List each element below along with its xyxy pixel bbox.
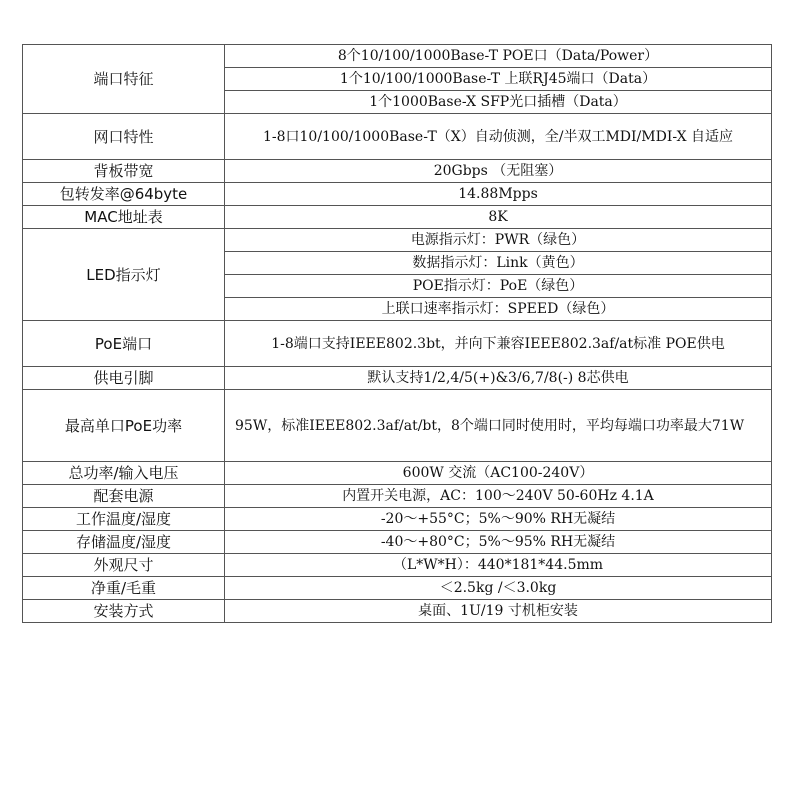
spec-row-port-properties (23, 114, 772, 160)
spec-value: 20Gbps （无阻塞） (225, 160, 772, 183)
spec-value: 1个1000Base-X SFP光口插槽（Data） (225, 91, 772, 114)
spec-row-port-features (23, 45, 772, 68)
spec-value: 默认支持1/2,4/5(+)&3/6,7/8(-) 8芯供电 (225, 367, 772, 390)
spec-row-installation (23, 600, 772, 623)
spec-row-backplane (23, 160, 772, 183)
spec-row-dimensions (23, 554, 772, 577)
spec-value: 1-8端口支持IEEE802.3bt，并向下兼容IEEE802.3af/at标准 POE供电 (225, 321, 772, 367)
spec-row-mac-table (23, 206, 772, 229)
spec-row-led (23, 229, 772, 252)
spec-label: 外观尺寸 (23, 554, 225, 577)
spec-value: 8个10/100/1000Base-T POE口（Data/Power） (225, 45, 772, 68)
spec-row-forwarding-rate (23, 183, 772, 206)
spec-label: 背板带宽 (23, 160, 225, 183)
spec-label: 网口特性 (23, 114, 225, 160)
spec-label: 净重/毛重 (23, 577, 225, 600)
spec-row-weight (23, 577, 772, 600)
spec-value: （L*W*H）：440*181*44.5mm (225, 554, 772, 577)
spec-label: 安装方式 (23, 600, 225, 623)
spec-value: 14.88Mpps (225, 183, 772, 206)
spec-value: POE指示灯：PoE（绿色） (225, 275, 772, 298)
spec-label: 总功率/输入电压 (23, 462, 225, 485)
spec-label: 配套电源 (23, 485, 225, 508)
spec-value: 600W 交流（AC100-240V） (225, 462, 772, 485)
spec-value: 95W，标准IEEE802.3af/at/bt，8个端口同时使用时，平均每端口功率最大71W (225, 390, 772, 462)
spec-label: 最高单口PoE功率 (23, 390, 225, 462)
spec-label: 存储温度/湿度 (23, 531, 225, 554)
spec-value: 1个10/100/1000Base-T 上联RJ45端口（Data） (225, 68, 772, 91)
spec-value: 上联口速率指示灯：SPEED（绿色） (225, 298, 772, 321)
spec-value: 电源指示灯：PWR（绿色） (225, 229, 772, 252)
spec-value: 桌面、1U/19 寸机柜安装 (225, 600, 772, 623)
spec-row-poe-ports (23, 321, 772, 367)
spec-value: ＜2.5kg /＜3.0kg (225, 577, 772, 600)
spec-label: LED指示灯 (23, 229, 225, 321)
spec-value: 数据指示灯：Link（黄色） (225, 252, 772, 275)
spec-value: 8K (225, 206, 772, 229)
spec-row-total-power (23, 462, 772, 485)
spec-value: 内置开关电源，AC：100～240V 50-60Hz 4.1A (225, 485, 772, 508)
spec-row-operating-temp (23, 508, 772, 531)
spec-label: PoE端口 (23, 321, 225, 367)
spec-table (22, 44, 772, 623)
spec-row-power-supply (23, 485, 772, 508)
spec-label: 端口特征 (23, 45, 225, 114)
spec-label: MAC地址表 (23, 206, 225, 229)
spec-row-power-pins (23, 367, 772, 390)
spec-value: -40～+80°C；5%～95% RH无凝结 (225, 531, 772, 554)
spec-value: -20～+55°C；5%～90% RH无凝结 (225, 508, 772, 531)
spec-label: 工作温度/湿度 (23, 508, 225, 531)
spec-row-max-poe-power (23, 390, 772, 462)
spec-label: 供电引脚 (23, 367, 225, 390)
spec-value: 1-8口10/100/1000Base-T（X）自动侦测，全/半双工MDI/MDI-X 自适应 (225, 114, 772, 160)
spec-row-storage-temp (23, 531, 772, 554)
spec-label: 包转发率@64byte (23, 183, 225, 206)
